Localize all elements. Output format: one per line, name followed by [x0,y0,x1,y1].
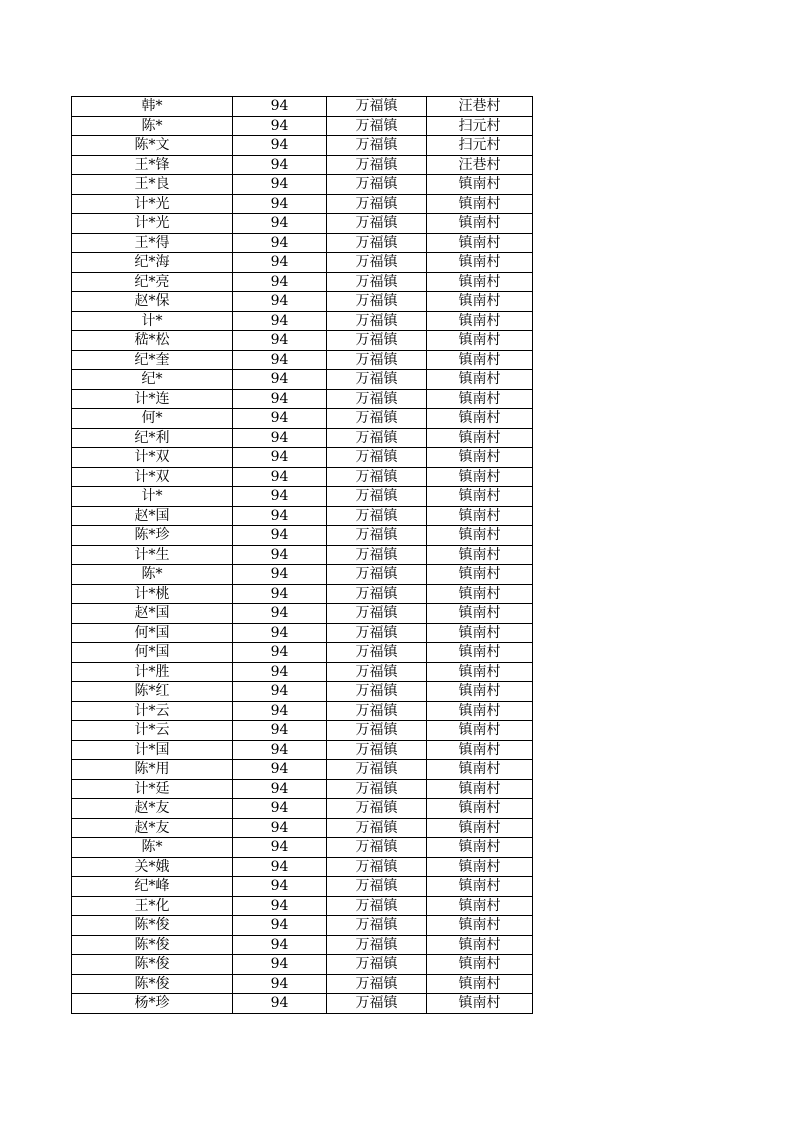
village-cell: 镇南村 [427,643,533,663]
table-row [72,896,533,916]
age-cell: 94 [233,175,327,195]
name-cell: 赵*友 [72,799,233,819]
name-cell: 纪*利 [72,428,233,448]
name-cell: 计*云 [72,701,233,721]
town-cell: 万福镇 [327,175,427,195]
village-cell: 镇南村 [427,818,533,838]
name-cell: 陈*俊 [72,955,233,975]
name-cell: 韩* [72,97,233,117]
name-cell: 陈* [72,838,233,858]
data-table [71,96,533,1014]
village-cell: 镇南村 [427,370,533,390]
town-cell: 万福镇 [327,97,427,117]
village-cell: 镇南村 [427,779,533,799]
village-cell: 镇南村 [427,604,533,624]
town-cell: 万福镇 [327,136,427,156]
table-row [72,818,533,838]
table-row [72,350,533,370]
age-cell: 94 [233,428,327,448]
town-cell: 万福镇 [327,701,427,721]
village-cell: 镇南村 [427,311,533,331]
age-cell: 94 [233,682,327,702]
table-row [72,994,533,1014]
village-cell: 镇南村 [427,292,533,312]
name-cell: 纪*峰 [72,877,233,897]
name-cell: 嵇*松 [72,331,233,351]
name-cell: 陈* [72,116,233,136]
town-cell: 万福镇 [327,955,427,975]
village-cell: 镇南村 [427,974,533,994]
age-cell: 94 [233,311,327,331]
table-row [72,623,533,643]
name-cell: 陈*红 [72,682,233,702]
name-cell: 纪*奎 [72,350,233,370]
table-row [72,721,533,741]
village-cell: 镇南村 [427,409,533,429]
table-row [72,682,533,702]
age-cell: 94 [233,662,327,682]
table-row [72,935,533,955]
table-row [72,955,533,975]
town-cell: 万福镇 [327,233,427,253]
age-cell: 94 [233,974,327,994]
name-cell: 陈*珍 [72,526,233,546]
town-cell: 万福镇 [327,487,427,507]
village-cell: 镇南村 [427,721,533,741]
village-cell: 镇南村 [427,662,533,682]
town-cell: 万福镇 [327,155,427,175]
table-row [72,760,533,780]
village-cell: 镇南村 [427,214,533,234]
age-cell: 94 [233,799,327,819]
name-cell: 杨*珍 [72,994,233,1014]
age-cell: 94 [233,857,327,877]
name-cell: 赵*友 [72,818,233,838]
table-row [72,389,533,409]
age-cell: 94 [233,740,327,760]
table-row [72,175,533,195]
table-row [72,155,533,175]
town-cell: 万福镇 [327,350,427,370]
age-cell: 94 [233,116,327,136]
age-cell: 94 [233,467,327,487]
village-cell: 镇南村 [427,331,533,351]
name-cell: 赵*国 [72,604,233,624]
name-cell: 计*双 [72,448,233,468]
town-cell: 万福镇 [327,311,427,331]
name-cell: 计*国 [72,740,233,760]
village-cell: 扫元村 [427,116,533,136]
village-cell: 镇南村 [427,877,533,897]
name-cell: 赵*国 [72,506,233,526]
table-row [72,799,533,819]
table-row [72,740,533,760]
town-cell: 万福镇 [327,974,427,994]
village-cell: 镇南村 [427,194,533,214]
table-row [72,526,533,546]
table-row [72,857,533,877]
town-cell: 万福镇 [327,662,427,682]
table-row [72,643,533,663]
table-row [72,331,533,351]
village-cell: 镇南村 [427,740,533,760]
table-row [72,545,533,565]
age-cell: 94 [233,253,327,273]
table-row [72,428,533,448]
table-body [72,97,533,1014]
village-cell: 镇南村 [427,526,533,546]
age-cell: 94 [233,760,327,780]
town-cell: 万福镇 [327,409,427,429]
town-cell: 万福镇 [327,799,427,819]
town-cell: 万福镇 [327,526,427,546]
table-row [72,916,533,936]
village-cell: 汪巷村 [427,97,533,117]
village-cell: 镇南村 [427,487,533,507]
village-cell: 镇南村 [427,506,533,526]
name-cell: 纪*亮 [72,272,233,292]
village-cell: 镇南村 [427,935,533,955]
town-cell: 万福镇 [327,623,427,643]
town-cell: 万福镇 [327,448,427,468]
town-cell: 万福镇 [327,194,427,214]
village-cell: 镇南村 [427,565,533,585]
town-cell: 万福镇 [327,272,427,292]
village-cell: 镇南村 [427,467,533,487]
age-cell: 94 [233,896,327,916]
village-cell: 镇南村 [427,701,533,721]
town-cell: 万福镇 [327,506,427,526]
age-cell: 94 [233,136,327,156]
village-cell: 镇南村 [427,350,533,370]
village-cell: 镇南村 [427,233,533,253]
town-cell: 万福镇 [327,565,427,585]
town-cell: 万福镇 [327,584,427,604]
age-cell: 94 [233,721,327,741]
town-cell: 万福镇 [327,545,427,565]
name-cell: 何* [72,409,233,429]
village-cell: 镇南村 [427,448,533,468]
age-cell: 94 [233,838,327,858]
age-cell: 94 [233,818,327,838]
age-cell: 94 [233,701,327,721]
name-cell: 何*国 [72,623,233,643]
table-row [72,662,533,682]
town-cell: 万福镇 [327,643,427,663]
name-cell: 计*连 [72,389,233,409]
table-row [72,97,533,117]
village-cell: 镇南村 [427,955,533,975]
table-row [72,974,533,994]
village-cell: 镇南村 [427,838,533,858]
town-cell: 万福镇 [327,740,427,760]
name-cell: 陈*俊 [72,935,233,955]
table-row [72,194,533,214]
town-cell: 万福镇 [327,682,427,702]
age-cell: 94 [233,643,327,663]
age-cell: 94 [233,506,327,526]
age-cell: 94 [233,331,327,351]
village-cell: 镇南村 [427,760,533,780]
town-cell: 万福镇 [327,721,427,741]
town-cell: 万福镇 [327,818,427,838]
village-cell: 镇南村 [427,272,533,292]
town-cell: 万福镇 [327,916,427,936]
village-cell: 镇南村 [427,428,533,448]
town-cell: 万福镇 [327,428,427,448]
town-cell: 万福镇 [327,896,427,916]
name-cell: 计*桃 [72,584,233,604]
name-cell: 王*良 [72,175,233,195]
table-row [72,136,533,156]
table-row [72,584,533,604]
village-cell: 镇南村 [427,916,533,936]
town-cell: 万福镇 [327,467,427,487]
age-cell: 94 [233,97,327,117]
town-cell: 万福镇 [327,857,427,877]
table-row [72,272,533,292]
village-cell: 镇南村 [427,799,533,819]
village-cell: 镇南村 [427,389,533,409]
name-cell: 赵*保 [72,292,233,312]
town-cell: 万福镇 [327,389,427,409]
name-cell: 陈*用 [72,760,233,780]
table-row [72,701,533,721]
age-cell: 94 [233,487,327,507]
age-cell: 94 [233,233,327,253]
town-cell: 万福镇 [327,604,427,624]
town-cell: 万福镇 [327,116,427,136]
table-row [72,487,533,507]
table-row [72,506,533,526]
age-cell: 94 [233,389,327,409]
town-cell: 万福镇 [327,877,427,897]
age-cell: 94 [233,370,327,390]
age-cell: 94 [233,409,327,429]
town-cell: 万福镇 [327,370,427,390]
table-row [72,838,533,858]
town-cell: 万福镇 [327,214,427,234]
name-cell: 陈*俊 [72,974,233,994]
age-cell: 94 [233,155,327,175]
name-cell: 计*生 [72,545,233,565]
age-cell: 94 [233,545,327,565]
town-cell: 万福镇 [327,994,427,1014]
name-cell: 王*化 [72,896,233,916]
age-cell: 94 [233,935,327,955]
age-cell: 94 [233,350,327,370]
age-cell: 94 [233,916,327,936]
age-cell: 94 [233,194,327,214]
age-cell: 94 [233,565,327,585]
village-cell: 镇南村 [427,584,533,604]
table-row [72,233,533,253]
name-cell: 计*胜 [72,662,233,682]
town-cell: 万福镇 [327,779,427,799]
name-cell: 计*光 [72,214,233,234]
table-row [72,253,533,273]
age-cell: 94 [233,877,327,897]
name-cell: 计*双 [72,467,233,487]
table-row [72,370,533,390]
village-cell: 镇南村 [427,175,533,195]
age-cell: 94 [233,526,327,546]
table-row [72,214,533,234]
town-cell: 万福镇 [327,760,427,780]
name-cell: 关*娥 [72,857,233,877]
name-cell: 计*光 [72,194,233,214]
table-row [72,448,533,468]
name-cell: 陈*俊 [72,916,233,936]
table-row [72,116,533,136]
village-cell: 镇南村 [427,545,533,565]
name-cell: 何*国 [72,643,233,663]
village-cell: 镇南村 [427,994,533,1014]
name-cell: 王*得 [72,233,233,253]
village-cell: 汪巷村 [427,155,533,175]
age-cell: 94 [233,292,327,312]
town-cell: 万福镇 [327,253,427,273]
table-row [72,467,533,487]
age-cell: 94 [233,214,327,234]
village-cell: 镇南村 [427,896,533,916]
age-cell: 94 [233,272,327,292]
village-cell: 镇南村 [427,253,533,273]
age-cell: 94 [233,623,327,643]
name-cell: 纪* [72,370,233,390]
age-cell: 94 [233,779,327,799]
age-cell: 94 [233,604,327,624]
table-row [72,292,533,312]
name-cell: 计*廷 [72,779,233,799]
town-cell: 万福镇 [327,331,427,351]
name-cell: 纪*海 [72,253,233,273]
table-row [72,311,533,331]
name-cell: 陈*文 [72,136,233,156]
table-row [72,779,533,799]
table-row [72,565,533,585]
age-cell: 94 [233,584,327,604]
age-cell: 94 [233,448,327,468]
table-row [72,604,533,624]
town-cell: 万福镇 [327,838,427,858]
town-cell: 万福镇 [327,292,427,312]
village-cell: 镇南村 [427,623,533,643]
village-cell: 扫元村 [427,136,533,156]
age-cell: 94 [233,994,327,1014]
age-cell: 94 [233,955,327,975]
name-cell: 计*云 [72,721,233,741]
village-cell: 镇南村 [427,682,533,702]
name-cell: 计* [72,487,233,507]
name-cell: 计* [72,311,233,331]
name-cell: 王*锋 [72,155,233,175]
village-cell: 镇南村 [427,857,533,877]
table-row [72,409,533,429]
table-row [72,877,533,897]
name-cell: 陈* [72,565,233,585]
town-cell: 万福镇 [327,935,427,955]
